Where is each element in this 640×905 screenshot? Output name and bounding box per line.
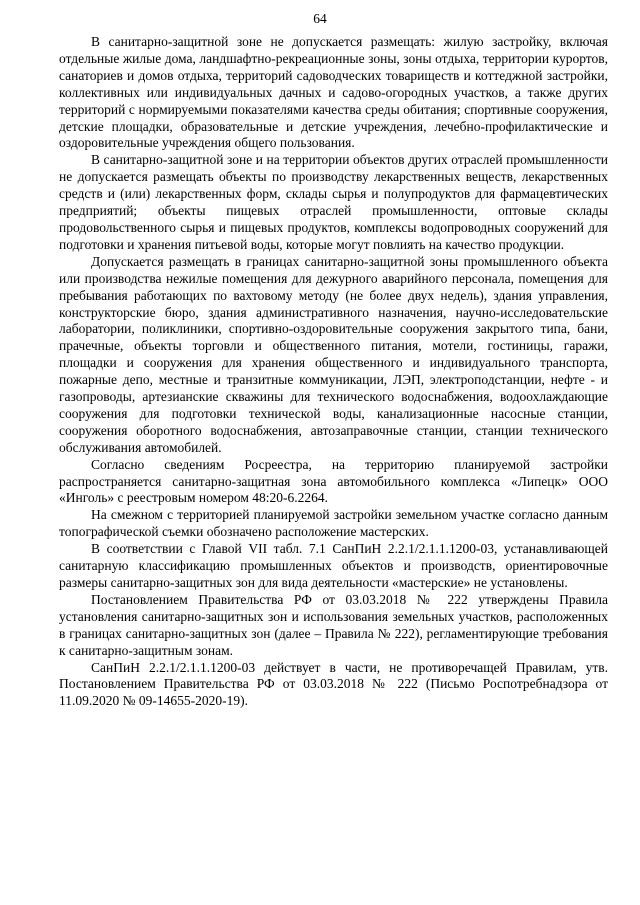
paragraph-industrial-restrictions: В санитарно-защитной зоне и на территории объектов других отраслей промышленности не допускается размещать объекты по производству лекарственных веществ, лекарственных средств и (или) лекарственных форм, склады сырья и полупродуктов для фармацевтических предприятий; объекты пищевых отраслей промышленности, оптовые склады продовольственного сырья и пищевых продуктов, комплексы водопроводных сооружений для подготовки и хранения питьевой воды, которые могут повлиять на качество продукции.: [59, 152, 608, 252]
paragraph-rosreestr-info: Согласно сведениям Росреестра, на территорию планируемой застройки распространяется санитарно-защитная зона автомобильного комплекса «Липецк» ООО «Инголь» с реестровым номером 48:20-6.2264.: [59, 456, 608, 506]
document-body: [59, 34, 608, 710]
page-number: 64: [313, 11, 327, 26]
paragraph-sanitary-zone-prohibited-uses: В санитарно-защитной зоне не допускается размещать: жилую застройку, включая отдельные жилые дома, ландшафтно-рекреационные зоны, зоны отдыха, территории курортов, санаториев и домов отдыха, территорий садоводческих товариществ и коттеджной застройки, коллективных или индивидуальных дачных и садово-огородных участков, а также других территорий с нормируемыми показателями качества среды обитания; спортивные сооружения, детские площадки, образовательные и детские учреждения, лечебно-профилактические и оздоровительные учреждения общего пользования.: [59, 34, 608, 151]
paragraph-adjacent-workshops: На смежном с территорией планируемой застройки земельном участке согласно данным топографической съемки обозначено расположение мастерских.: [59, 507, 608, 540]
paragraph-permitted-uses: Допускается размещать в границах санитарно-защитной зоны промышленного объекта или производства нежилые помещения для дежурного аварийного персонала, помещения для пребывания работающих по вахтовому методу (не более двух недель), здания управления, конструкторские бюро, здания административного назначения, научно-исследовательские лаборатории, поликлиники, спортивно-оздоровительные сооружения закрытого типа, бани, прачечные, объекты торговли и общественного питания, мотели, гостиницы, гаражи, площадки и сооружения для хранения общественного и индивидуального транспорта, пожарные депо, местные и транзитные коммуникации, ЛЭП, электроподстанции, нефте - и газопроводы, артезианские скважины для технического водоснабжения, водоохлаждающие сооружения для подготовки технической воды, канализационные насосные станции, сооружения оборотного водоснабжения, автозаправочные станции, станции технического обслуживания автомобилей.: [59, 253, 608, 455]
paragraph-sanpin-validity: СанПиН 2.2.1/2.1.1.1200-03 действует в части, не противоречащей Правилам, утв. Постановлением Правительства РФ от 03.03.2018 № 222 (Письмо Роспотребнадзора от 11.09.2020 № 09-14655-2020-19).: [59, 659, 608, 709]
paragraph-sanpin-classification: В соответствии с Главой VII табл. 7.1 СанПиН 2.2.1/2.1.1.1200-03, устанавливающей санитарную классификацию промышленных объектов и производств, ориентировочные размеры санитарно-защитных зон для вида деятельности «мастерские» не установлены.: [59, 541, 608, 590]
paragraph-government-decree: Постановлением Правительства РФ от 03.03.2018 № 222 утверждены Правила установления санитарно-защитных зон и использования земельных участков, расположенных в границах санитарно-защитных зон (далее – Правила № 222), регламентирующие требования к санитарно-защитным зонам.: [59, 591, 608, 658]
